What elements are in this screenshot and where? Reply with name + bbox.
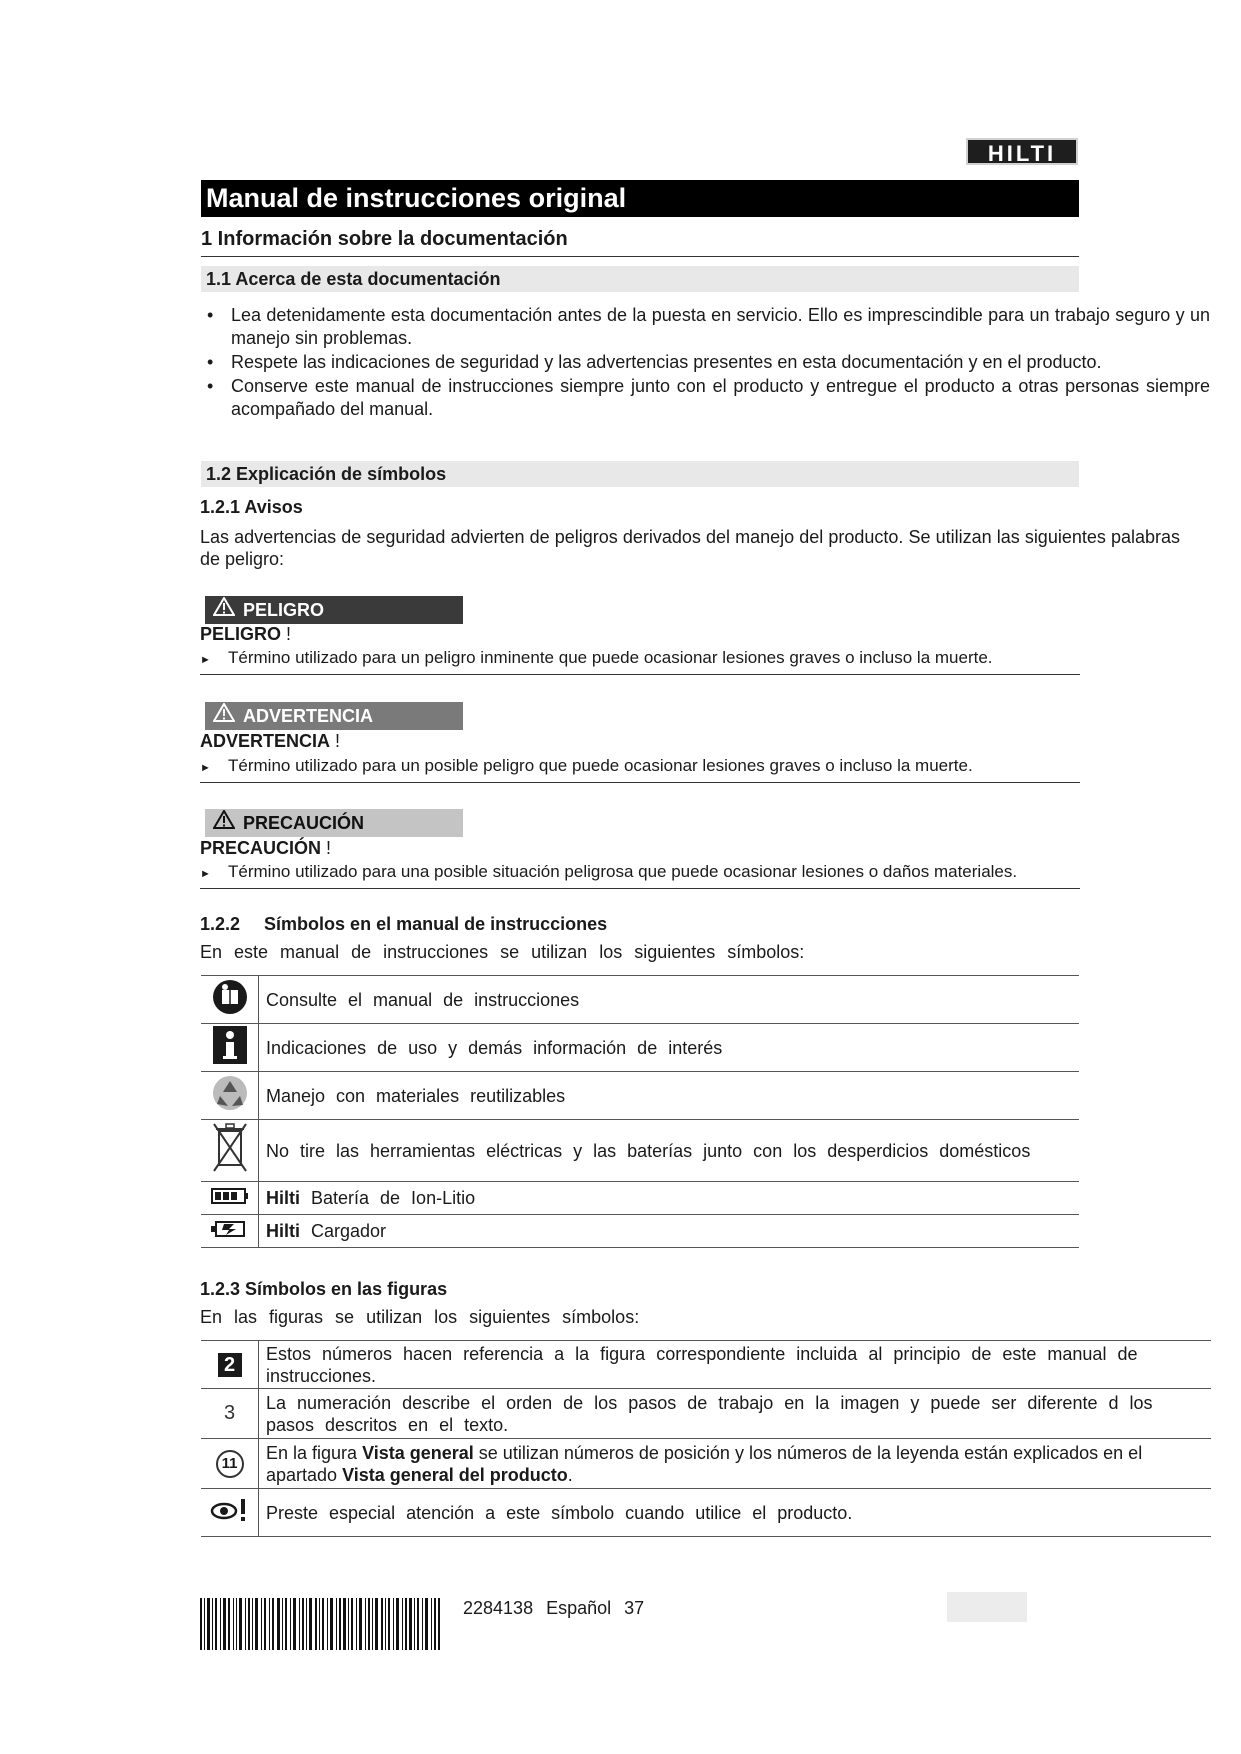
caution-description: ► Término utilizado para una posible situación peligrosa que puede ocasionar lesiones o daños materiales. (200, 862, 1080, 889)
warnings-intro: Las advertencias de seguridad advierten de peligros derivados del manejo del producto. Se utilizan las siguientes palabras de peligro: (200, 527, 1180, 569)
symbol-description: Preste especial atención a este símbolo cuando utilice el producto. (259, 1489, 1212, 1537)
section-heading-1: 1 Información sobre la documentación (201, 228, 1079, 257)
symbol-description: Hilti Batería de Ion-Litio (259, 1182, 1080, 1215)
warning-label: ADVERTENCIA (205, 702, 463, 730)
warning-description: ► Término utilizado para un posible peligro que puede ocasionar lesiones graves o incluso la muerte. (200, 756, 1080, 783)
info-icon (201, 1024, 259, 1072)
section-heading-1-2-1: 1.2.1 Avisos (200, 497, 303, 517)
list-item: • Lea detenidamente esta documentación antes de la puesta en servicio. Ello es imprescindible para un trabajo seguro y un manejo sin problemas. (207, 305, 1210, 348)
hilti-logo: HILTI (966, 138, 1078, 165)
symbol-description: No tire las herramientas eléctricas y las baterías junto con los desperdicios domésticos (259, 1120, 1080, 1182)
table-row (201, 1182, 1079, 1215)
symbol-description: En la figura Vista general se utilizan números de posición y los números de la leyenda están explicados en el apartado Vista general del producto. (259, 1439, 1212, 1489)
symbols-intro: En este manual de instrucciones se utilizan los siguientes símbolos: (200, 942, 805, 962)
warning-triangle-icon (213, 809, 243, 837)
symbol-description: La numeración describe el orden de los pasos de trabajo en la imagen y puede ser diferente d los pasos descritos en el texto. (259, 1389, 1212, 1439)
arrow-bullet-icon: ► (200, 762, 211, 774)
table-row (201, 976, 1079, 1024)
barcode (200, 1598, 440, 1650)
step-number-icon: 3 (201, 1389, 259, 1439)
caution-label: PRECAUCIÓN (205, 809, 463, 837)
symbol-description: Indicaciones de uso y demás información de interés (259, 1024, 1080, 1072)
figure-number-icon: 2 (201, 1341, 259, 1389)
list-item: • Conserve este manual de instrucciones siempre junto con el producto y entregue el producto a otras personas siempre acompañado del manual. (207, 376, 1210, 419)
figures-intro: En las figuras se utilizan los siguientes símbolos: (200, 1307, 640, 1327)
symbol-description: Consulte el manual de instrucciones (259, 976, 1080, 1024)
symbol-description: Hilti Cargador (259, 1215, 1080, 1248)
footer-language: Español (546, 1598, 612, 1618)
battery-icon (201, 1182, 259, 1215)
table-row (201, 1389, 1211, 1439)
read-manual-icon (201, 976, 259, 1024)
table-row (201, 1024, 1079, 1072)
table-row (201, 1215, 1079, 1248)
footer-box (947, 1592, 1027, 1622)
section-heading-1-2-2: 1.2.2 Símbolos en el manual de instrucciones (200, 914, 608, 934)
danger-label: PELIGRO (205, 596, 463, 624)
charger-icon (201, 1215, 259, 1248)
document-title: Manual de instrucciones original (201, 180, 1079, 217)
manual-symbols-table (201, 975, 1079, 1248)
position-number-icon: 11 (201, 1439, 259, 1489)
symbol-description: Manejo con materiales reutilizables (259, 1072, 1080, 1120)
section-heading-1-2-3: 1.2.3 Símbolos en las figuras (200, 1279, 448, 1299)
table-row (201, 1120, 1079, 1182)
figure-symbols-table (201, 1340, 1211, 1537)
warning-word: ADVERTENCIA ! (200, 731, 341, 751)
bullet-list (200, 304, 1210, 422)
table-row (201, 1072, 1079, 1120)
warning-triangle-icon (213, 596, 243, 624)
doc-number: 2284138 (463, 1598, 534, 1618)
danger-description: ► Término utilizado para un peligro inminente que puede ocasionar lesiones graves o incluso la muerte. (200, 648, 1080, 675)
section-heading-1-1: 1.1 Acerca de esta documentación (201, 266, 1079, 292)
table-row (201, 1439, 1211, 1489)
warning-triangle-icon (213, 702, 243, 730)
arrow-bullet-icon: ► (200, 654, 211, 666)
page-footer (463, 1598, 644, 1619)
symbol-description: Estos números hacen referencia a la figura correspondiente incluida al principio de este manual de instrucciones. (259, 1341, 1212, 1389)
table-row (201, 1341, 1211, 1389)
danger-word: PELIGRO ! (200, 624, 292, 644)
crossed-bin-icon (201, 1120, 259, 1182)
list-item: • Respete las indicaciones de seguridad y las advertencias presentes en esta documentación y en el producto. (207, 352, 1102, 372)
attention-eye-icon (201, 1489, 259, 1537)
caution-word: PRECAUCIÓN ! (200, 838, 332, 858)
table-row (201, 1489, 1211, 1537)
recycle-icon (201, 1072, 259, 1120)
arrow-bullet-icon: ► (200, 868, 211, 880)
page-number: 37 (624, 1598, 645, 1618)
section-heading-1-2: 1.2 Explicación de símbolos (201, 461, 1079, 487)
